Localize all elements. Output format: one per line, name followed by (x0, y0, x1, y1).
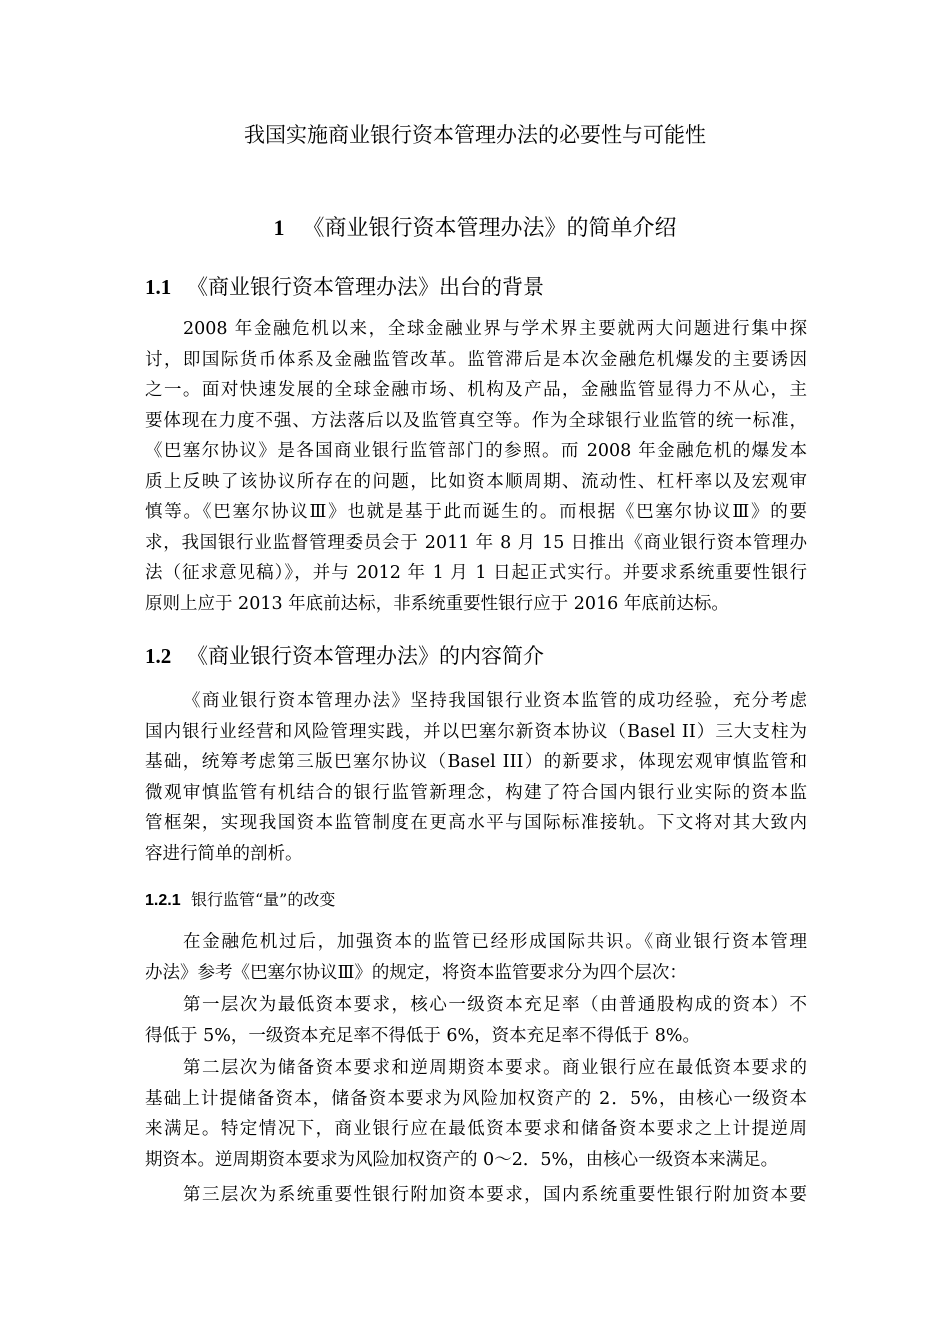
section-title: 《商业银行资本管理办法》的简单介绍 (302, 216, 677, 241)
paragraph-level-three (145, 1180, 807, 1211)
section-title: 银行监管“量”的改变 (191, 890, 336, 909)
text-line: 慎等。《巴塞尔协议Ⅲ》也就是基于此而诞生的。而根据《巴塞尔协议Ⅲ》的要 (145, 502, 807, 522)
text-line: 质上反映了该协议所存在的问题，比如资本顺周期、流动性、杠杆率以及宏观审 (145, 471, 807, 492)
text-line: 基础上计提储备资本，储备资本要求为风险加权资产的 2．5%，由核心一级资本 (145, 1088, 807, 1109)
text-line: 期资本。逆周期资本要求为风险加权资产的 0～2．5%，由核心一级资本来满足。 (145, 1149, 779, 1170)
text-line: 第一层次为最低资本要求，核心一级资本充足率（由普通股构成的资本）不 (183, 995, 807, 1015)
text-line: 容进行简单的剖析。 (145, 843, 303, 864)
section-title: 《商业银行资本管理办法》出台的背景 (187, 275, 544, 299)
section-1-2-heading (145, 640, 544, 672)
text-line: 国内银行业经营和风险管理实践，并以巴塞尔新资本协议（Basel II）三大支柱为 (145, 721, 807, 742)
paragraph-level-two (145, 1053, 807, 1175)
text-line: 微观审慎监管有机结合的银行监管新理念，构建了符合国内银行业实际的资本监 (145, 782, 807, 803)
document-title: 我国实施商业银行资本管理办法的必要性与可能性 (244, 123, 706, 147)
paragraph-capital-levels-intro (145, 927, 807, 988)
paragraph-content-overview (145, 686, 807, 869)
section-number: 1.2 (145, 644, 172, 668)
text-line: 基础，统筹考虑第三版巴塞尔协议（Basel III）的新要求，体现宏观审慎监管和 (145, 752, 807, 772)
text-line: 第三层次为系统重要性银行附加资本要求，国内系统重要性银行附加资本要 (183, 1185, 807, 1205)
text-line: 讨，即国际货币体系及金融监管改革。监管滞后是本次金融危机爆发的主要诱因 (145, 349, 807, 370)
text-line: 办法》参考《巴塞尔协议Ⅲ》的规定，将资本监管要求分为四个层次： (145, 962, 687, 983)
text-line: 原则上应于 2013 年底前达标，非系统重要性银行应于 2016 年底前达标。 (145, 593, 729, 614)
section-number: 1 (273, 215, 285, 240)
text-line: 在金融危机过后，加强资本的监管已经形成国际共识。《商业银行资本管理 (183, 932, 807, 952)
text-line: 法（征求意见稿）》，并与 2012 年 1 月 1 日起正式实行。并要求系统重要性银行 (145, 563, 807, 583)
text-line: 之一。面对快速发展的全球金融市场、机构及产品，金融监管显得力不从心，主 (145, 380, 807, 400)
text-line: 求，我国银行业监督管理委员会于 2011 年 8 月 15 日推出《商业银行资本管理办 (145, 532, 807, 553)
section-title: 《商业银行资本管理办法》的内容简介 (187, 644, 544, 668)
text-line: 得低于 5%，一级资本充足率不得低于 6%，资本充足率不得低于 8%。 (145, 1025, 700, 1046)
text-line: 《巴塞尔协议》是各国商业银行监管部门的参照。而 2008 年金融危机的爆发本 (145, 441, 807, 461)
paragraph-level-one (145, 990, 807, 1051)
section-number: 1.2.1 (145, 892, 181, 909)
text-line: 第二层次为储备资本要求和逆周期资本要求。商业银行应在最低资本要求的 (183, 1058, 807, 1078)
section-1-2-1-heading (145, 886, 335, 915)
text-line: 来满足。特定情况下，商业银行应在最低资本要求和储备资本要求之上计提逆周 (145, 1119, 807, 1139)
text-line: 管框架，实现我国资本监管制度在更高水平与国际标准接轨。下文将对其大致内 (145, 813, 807, 833)
section-number: 1.1 (145, 275, 172, 299)
text-line: 2008 年金融危机以来，全球金融业界与学术界主要就两大问题进行集中探 (183, 319, 807, 339)
paragraph-background (145, 314, 807, 619)
text-line: 《商业银行资本管理办法》坚持我国银行业资本监管的成功经验，充分考虑 (183, 691, 807, 711)
text-line: 要体现在力度不强、方法落后以及监管真空等。作为全球银行业监管的统一标准， (145, 410, 807, 431)
section-1-1-heading (145, 271, 544, 303)
section-1-heading (0, 212, 950, 245)
